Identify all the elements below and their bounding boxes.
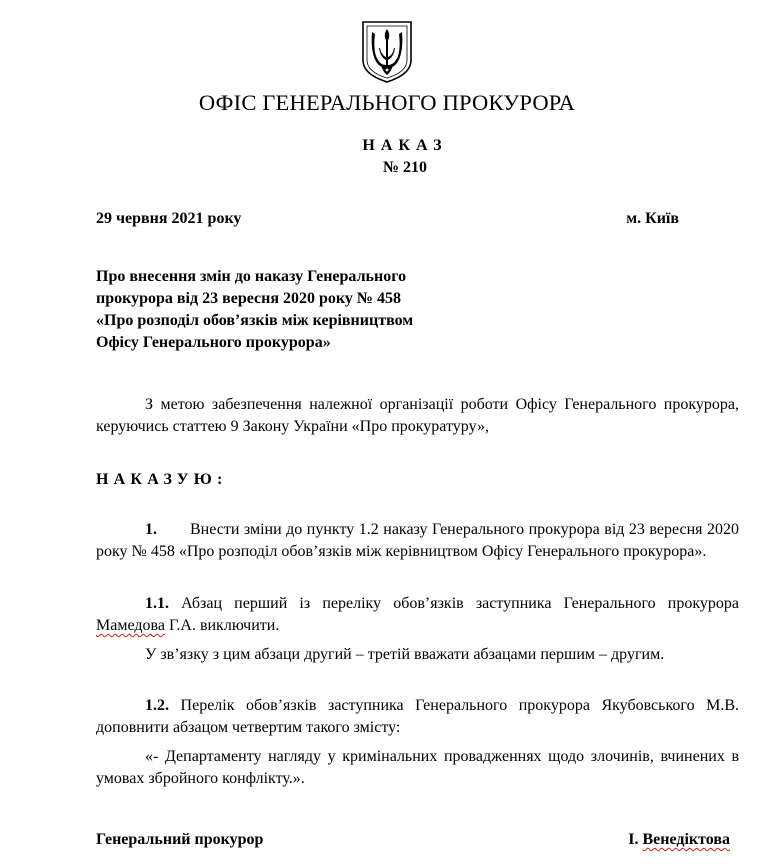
item-number: 1.2. [145,697,169,714]
document-date: 29 червня 2021 року [96,210,242,227]
subject-line: «Про розподіл обов’язків між керівництвом [96,312,414,329]
item-text: У зв’язку з цим абзаци другий – третій вважати абзацами першим – другим. [145,646,665,663]
preamble-paragraph [96,394,739,438]
signatory-name: І. Венедіктова [628,831,730,848]
item-1-1-paragraph [96,593,739,637]
item-1-1-continuation [96,644,739,666]
subject-line: Офісу Генерального прокурора» [96,334,331,351]
order-heading: НАКАЗУЮ: [96,471,228,488]
item-text: Перелік обов’язків заступника Генерального прокурора Якубовського М.В. доповнити абзацом четвертим такого змісту: [96,697,740,736]
spellcheck-word: Венедіктова [642,831,730,848]
spellcheck-word: Мамедова [96,617,165,634]
office-name: ОФІС ГЕНЕРАЛЬНОГО ПРОКУРОРА [198,90,576,115]
trident-icon [359,20,415,84]
signatory-role: Генеральний прокурор [96,831,264,848]
item-1-paragraph [96,519,739,563]
order-subject [96,266,516,354]
document-number: № 210 [382,159,428,176]
item-1-2-paragraph [96,695,739,739]
subject-line: прокурора від 23 вересня 2020 року № 458 [96,290,401,307]
item-number: 1.1. [145,595,169,612]
document-title: НАКАЗ [362,137,448,154]
subject-line: Про внесення змін до наказу Генерального [96,268,407,285]
item-number: 1. [145,521,157,538]
item-text: Абзац перший із переліку обов’язків заступника Генерального прокурора [181,595,740,612]
preamble-text: З метою забезпечення належної організації роботи Офісу Генерального прокурора, керуючись статтею 9 Закону України «Про прокуратуру», [96,396,739,435]
quote-text: «- Департаменту нагляду у кримінальних провадженнях щодо злочинів, вчинених в умовах збройного конфлікту.». [96,748,739,787]
item-text: Г.А. виключити. [164,617,280,634]
document-city: м. Київ [626,210,679,227]
quote-paragraph [96,746,739,790]
item-text: Внести зміни до пункту 1.2 наказу Генерального прокурора від 23 вересня 2020 року № 458 «Про розподіл обов’язків між керівництвом Офісу Генерального прокурора». [96,521,739,560]
